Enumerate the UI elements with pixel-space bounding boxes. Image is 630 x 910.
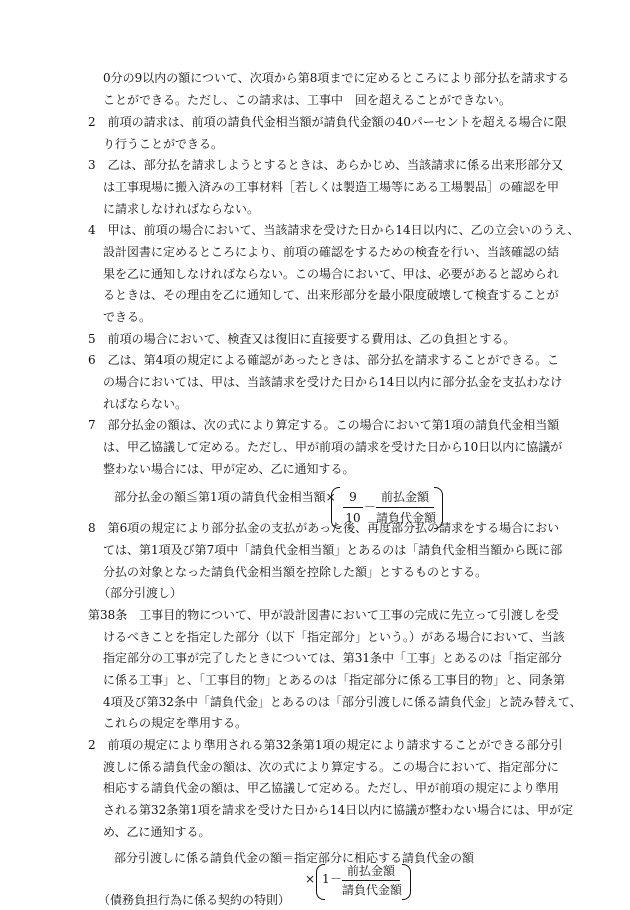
text-line: 設計図書に定めるところにより、前項の確認をするための検査を行い、当該確認の結 — [103, 245, 560, 259]
text-line: 5 前項の場合において、検査又は復旧に直接要する費用は、乙の負担とする。 — [88, 332, 516, 346]
text-line: ことができる。ただし、この請求は、工事中 回を超えることができない。 — [103, 93, 512, 107]
text-line: これらの規定を準用する。 — [103, 716, 248, 730]
text-line: 部分引渡しに係る請負代金の額＝指定部分に相応する請負代金の額 — [114, 851, 475, 865]
fraction-nine-tenths — [343, 488, 363, 528]
text-line: 相応する請負代金の額は、甲乙協議して定める。ただし、甲が前項の規定により準用 — [103, 781, 560, 795]
text-line: 8 第6項の規定により部分払金の支払があった後、再度部分払の請求をする場合におい — [88, 521, 560, 535]
text-line: 第38条 工事目的物について、甲が設計図書において工事の完成に先立って引渡しを受 — [88, 608, 559, 622]
text-line: × — [305, 872, 316, 886]
formula-one: 1 — [322, 872, 330, 886]
text-line: 渡しに係る請負代金の額は、次の式により算定する。この場合において、指定部分に — [103, 760, 559, 774]
text-line: は、甲乙協議して定める。ただし、甲が前項の請求を受けた日から10日以内に協議が — [103, 440, 563, 454]
text-line: 指定部分の工事が完了したときについては、第31条中「工事」とあるのは「指定部分 — [103, 651, 563, 665]
fraction-advance-over-contract — [376, 488, 437, 528]
formula-minus: － — [330, 872, 343, 886]
text-line: される第32条第1項を請求を受けた日から14日以内に協議が整わない場合には、甲が定 — [103, 803, 574, 817]
fraction-denominator: 請負代金額 — [342, 883, 403, 897]
fraction-denominator: 10 — [345, 511, 361, 525]
text-line: （部分引渡し） — [98, 586, 183, 600]
text-line: ては、第1項及び第7項中「請負代金相当額」とあるのは「請負代金相当額から既に部 — [103, 543, 563, 557]
text-line: は工事現場に搬入済みの工事材料［若しくは製造工場等にある工場製品］の確認を甲 — [103, 180, 560, 194]
text-line: 2 前項の請求は、前項の請負代金相当額が請負代金額の40パーセントを超える場合に限 — [88, 115, 567, 129]
text-line: 6 乙は、第4項の規定による確認があったときは、部分払を請求することができる。こ — [88, 353, 560, 367]
text-line: 4 甲は、前項の場合において、当該請求を受けた日から14日以内に、乙の立会いのうえ、 — [88, 223, 580, 237]
text-line: 部分払金の額≦第1項の請負代金相当額× — [114, 490, 336, 504]
text-line: 4項及び第32条中「請負代金」とあるのは「部分引渡しに係る請負代金」と読み替えて、 — [103, 695, 582, 709]
text-line: の場合においては、甲は、当該請求を受けた日から14日以内に部分払金を支払わなけ — [103, 375, 563, 389]
text-line: 7 部分払金の額は、次の式により算定する。この場合において第1項の請負代金相当額 — [88, 418, 560, 432]
text-line: 3 乙は、部分払を請求しようとするときは、あらかじめ、当該請求に係る出来形部分又 — [88, 158, 564, 172]
fraction-numerator: 前払金額 — [380, 490, 429, 504]
text-line: （債務負担行為に係る契約の特則） — [98, 893, 291, 907]
fraction-advance-over-contract — [342, 863, 403, 899]
text-line: め、乙に通知する。 — [103, 825, 211, 839]
fraction-denominator: 請負代金額 — [376, 511, 437, 525]
text-line: 果を乙に通知しなければならない。この場合において、甲は、必要があると認められ — [103, 267, 559, 281]
text-line: 2 前項の規定により準用される第32条第1項の規定により請求することができる部分引 — [88, 738, 563, 752]
formula-close-paren — [402, 864, 411, 900]
text-line: り行うことができる。 — [103, 137, 224, 151]
formula-minus: － — [364, 500, 377, 514]
text-line: に係る工事」と、「工事目的物」とあるのは「指定部分に係る工事目的物」と、同条第 — [103, 673, 566, 687]
formula-close-paren — [434, 487, 443, 529]
formula-open-paren — [331, 487, 340, 529]
text-line: に請求しなければならない。 — [103, 202, 260, 216]
text-line: ればならない。 — [103, 397, 188, 411]
fraction-bar — [342, 880, 400, 881]
text-line: 分払の対象となった請負代金相当額を控除した額」とするものとする。 — [103, 565, 488, 579]
text-line: 0分の9以内の額について、次項から第8項までに定めるところにより部分払を請求する — [103, 71, 570, 85]
fraction-numerator: 9 — [349, 490, 357, 504]
text-line: けるべきことを指定した部分（以下「指定部分」という。）がある場合において、当該 — [103, 630, 565, 644]
text-line: できる。 — [103, 310, 152, 324]
fraction-bar — [376, 507, 434, 508]
fraction-numerator: 前払金額 — [346, 864, 395, 878]
text-line: 整わない場合には、甲が定め、乙に通知する。 — [103, 462, 355, 476]
fraction-bar — [343, 507, 363, 508]
text-line: るときは、その理由を乙に通知して、出来形部分を最小限度破壊して検査することが — [103, 288, 559, 302]
